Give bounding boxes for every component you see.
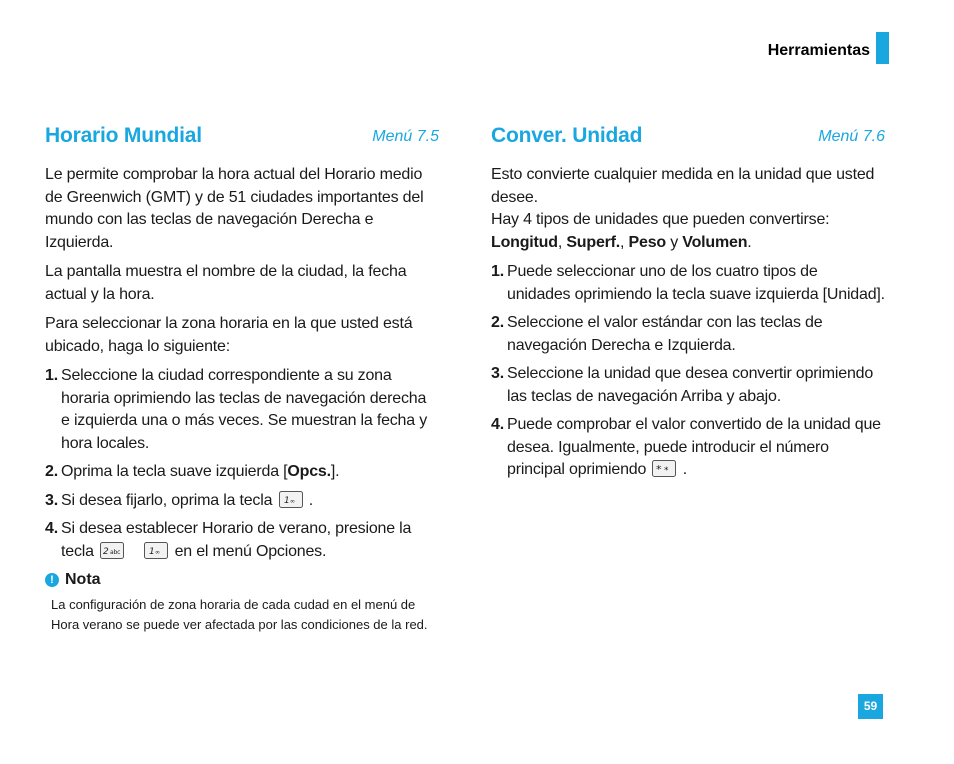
intro-text: Hay 4 tipos de unidades que pueden convertirse: (491, 211, 830, 228)
svg-text:2: 2 (103, 546, 109, 557)
step-item (45, 461, 439, 484)
header-title: Herramientas (767, 42, 870, 59)
step-text: Seleccione la unidad que desea convertir oprimiendo las teclas de navegación Arriba y abajo. (507, 365, 874, 405)
svg-text:1: 1 (149, 546, 155, 557)
paragraph: La pantalla muestra el nombre de la ciudad, la fecha actual y la hora. (45, 263, 407, 303)
paragraph: Le permite comprobar la hora actual del Horario medio de Greenwich (GMT) y de 51 ciudades importantes del mundo con las teclas de navegación Derecha e Izquierda. (45, 166, 424, 251)
svg-text:∞: ∞ (289, 497, 295, 505)
separator: , (620, 233, 629, 251)
step-text: Puede comprobar el valor convertido de la unidad que desea. Igualmente, puede introducir el número principal oprimiendo (507, 416, 881, 478)
section-menu-number: Menú 7.6 (818, 128, 885, 145)
unit-type: Volumen (682, 233, 748, 251)
separator: , (557, 233, 567, 251)
exclamation-icon: ! (45, 573, 59, 587)
step-text: . (308, 491, 314, 509)
note-header (45, 571, 439, 589)
key-1-icon (144, 542, 168, 559)
separator: y (666, 233, 683, 251)
step-number: 3. (491, 365, 504, 382)
step-text: Si desea establecer Horario de verano, presione la tecla (61, 520, 412, 560)
section-title: Conver. Unidad (491, 124, 643, 147)
key-1-icon (279, 491, 303, 508)
step-number: 2. (491, 314, 504, 331)
step-item (491, 414, 885, 482)
svg-text:*: * (656, 463, 662, 476)
step-item (491, 363, 885, 408)
step-text: Seleccione la ciudad correspondiente a su zona horaria oprimiendo las teclas de navegación derecha e izquierda una o más veces. Se muestran la fecha y hora locales. (61, 367, 428, 452)
unit-type: Peso (628, 233, 666, 251)
section-title: Horario Mundial (45, 124, 202, 147)
step-number: 4. (45, 520, 58, 537)
key-star-icon (652, 460, 676, 477)
page-number: 59 (858, 694, 883, 719)
step-number: 1. (45, 367, 58, 384)
section-menu-number: Menú 7.5 (372, 128, 439, 145)
note-text: La configuración de zona horaria de cada cudad en el menú de Hora verano se puede ver afectada por las condiciones de la red. (51, 597, 428, 632)
unit-type: Superf. (566, 233, 621, 251)
svg-text:abc: abc (110, 548, 121, 556)
paragraph (491, 164, 885, 254)
step-item (491, 261, 885, 306)
step-item (45, 518, 439, 563)
svg-text:∞: ∞ (155, 548, 161, 556)
left-column (45, 124, 439, 635)
header-accent-bar (876, 32, 889, 64)
section-header-horario (45, 124, 439, 154)
step-text: Puede seleccionar uno de los cuatro tipos de unidades oprimiendo la tecla suave izquierda [Unidad]. (507, 263, 885, 303)
key-2abc-icon (100, 542, 124, 559)
step-number: 3. (45, 491, 58, 509)
step-item (491, 312, 885, 357)
step-item (45, 490, 439, 513)
right-column (491, 124, 885, 488)
separator: . (747, 233, 752, 251)
step-text: . (682, 461, 687, 478)
note-label: Nota (65, 571, 101, 588)
step-text: en el menú Opciones. (174, 542, 327, 560)
svg-text:1: 1 (283, 495, 290, 506)
step-text: Seleccione el valor estándar con las teclas de navegación Derecha e Izquierda. (507, 314, 823, 354)
paragraph: Para seleccionar la zona horaria en la que usted está ubicado, haga lo siguiente: (45, 315, 413, 355)
section-header-conver (491, 124, 885, 154)
step-text: ]. (330, 463, 340, 480)
step-text: Oprima la tecla suave izquierda [ (61, 463, 288, 480)
step-number: 4. (491, 416, 504, 433)
svg-text:*: * (664, 466, 669, 476)
intro-text: Esto convierte cualquier medida en la unidad que usted desee. (491, 166, 875, 206)
step-number: 2. (45, 463, 58, 480)
unit-type: Longitud (491, 233, 558, 251)
step-item (45, 365, 439, 455)
step-number: 1. (491, 263, 504, 280)
softkey-label: Opcs. (287, 463, 331, 480)
step-text: Si desea fijarlo, oprima la tecla (61, 491, 273, 509)
